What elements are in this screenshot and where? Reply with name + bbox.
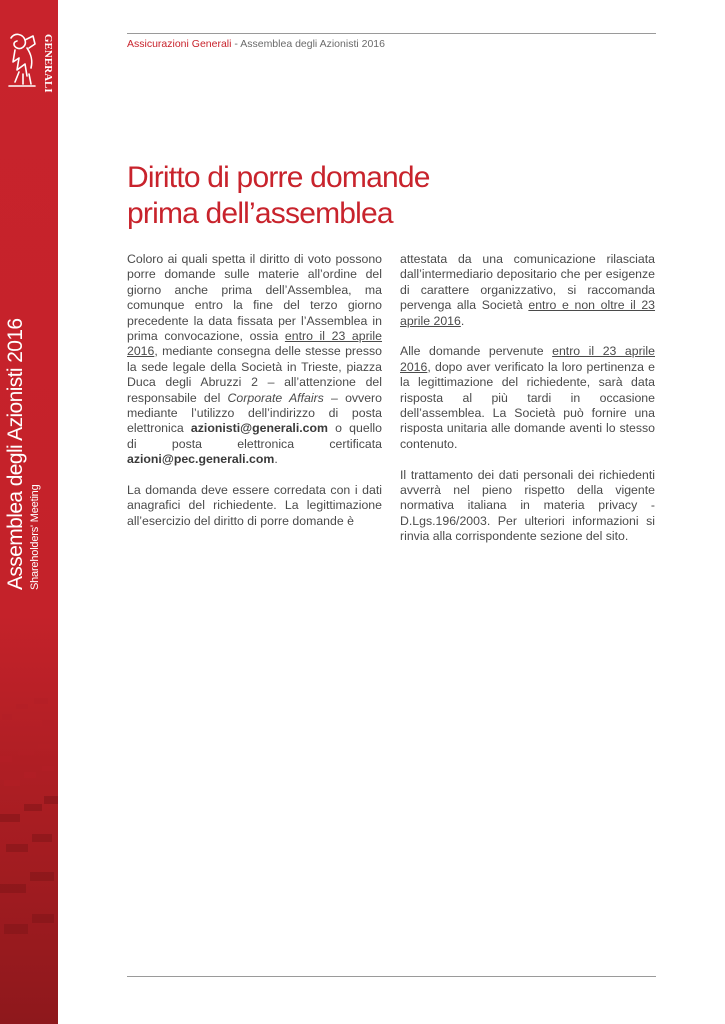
page-title-line2: prima dell’assemblea [127, 197, 393, 230]
sidebar-subtitle: Shareholders' Meeting [29, 484, 41, 590]
paragraph [400, 252, 655, 329]
paragraph: La domanda deve essere corredata con i dati anagrafici del richiedente. La legittimazione all’esercizio del diritto di porre domande è [127, 483, 382, 528]
mosaic-texture [0, 694, 58, 1024]
sidebar-title-block [4, 318, 41, 590]
email-link[interactable]: azionisti@generali.com [190, 421, 328, 436]
footer-divider [127, 976, 656, 977]
deadline-date: entro il 23 aprile 2016 [127, 329, 382, 359]
deadline-date: entro e non oltre il 23 aprile 2016 [400, 298, 656, 328]
running-header [127, 38, 385, 50]
corporate-affairs: Corporate Affairs [227, 390, 324, 405]
generali-lion-logo [5, 28, 55, 108]
paragraph: Il trattamento dei dati personali dei richiedenti avverrà nel pieno rispetto della vigente normativa italiana in materia privacy - D.Lgs.196/2003. Per ulteriori informazioni si rinvia alla corrispondente sezione del sito. [400, 467, 655, 544]
header-divider [127, 33, 656, 34]
text: . [460, 313, 465, 328]
page-title [127, 160, 430, 232]
text: Alle domande pervenute [400, 344, 553, 359]
deadline-date: entro il 23 aprile 2016 [400, 344, 655, 374]
text: . [274, 452, 278, 467]
column-left [127, 252, 382, 545]
header-rest: - Assemblea degli Azionisti 2016 [231, 38, 385, 50]
text: o quello di posta elettronica certificata [127, 421, 382, 451]
text: Coloro ai quali spetta il diritto di voto possono porre domande sulle materie all’ordine del giorno anche prima dell’Assemblea, ma comunque entro la fine del terzo giorno precedente la data fissata per l’Assemblea in prima convocazione, ossia [127, 252, 382, 344]
page-title-line1: Diritto di porre domande [127, 161, 430, 194]
text: attestata da una comunicazione rilasciata dall’intermediario depositario che per esigenze di carattere organizzativo, si raccomanda pervenga alla Società [400, 252, 655, 313]
pec-email-link[interactable]: azioni@pec.generali.com [127, 452, 275, 467]
paragraph [400, 344, 655, 452]
paragraph [127, 252, 382, 468]
text: , mediante consegna delle stesse presso la sede legale della Società in Trieste, piazza Duca degli Abruzzi 2 – all’attenzione del responsabile del [127, 344, 382, 405]
text: – ovvero mediante l’utilizzo dell’indirizzo di posta elettronica [127, 390, 382, 436]
sidebar-title: Assemblea degli Azionisti 2016 [4, 318, 27, 590]
sidebar [0, 0, 58, 1024]
text: , dopo aver verificato la loro pertinenza e la legittimazione del richiedente, sarà data risposta al più tardi in occasione dell’assemblea. La Società può fornire una risposta unitaria alle domande aventi lo stesso contenuto. [400, 359, 655, 451]
logo-wordmark: GENERALI [42, 34, 54, 93]
header-brand: Assicurazioni Generali [127, 38, 232, 50]
column-right [400, 252, 655, 560]
